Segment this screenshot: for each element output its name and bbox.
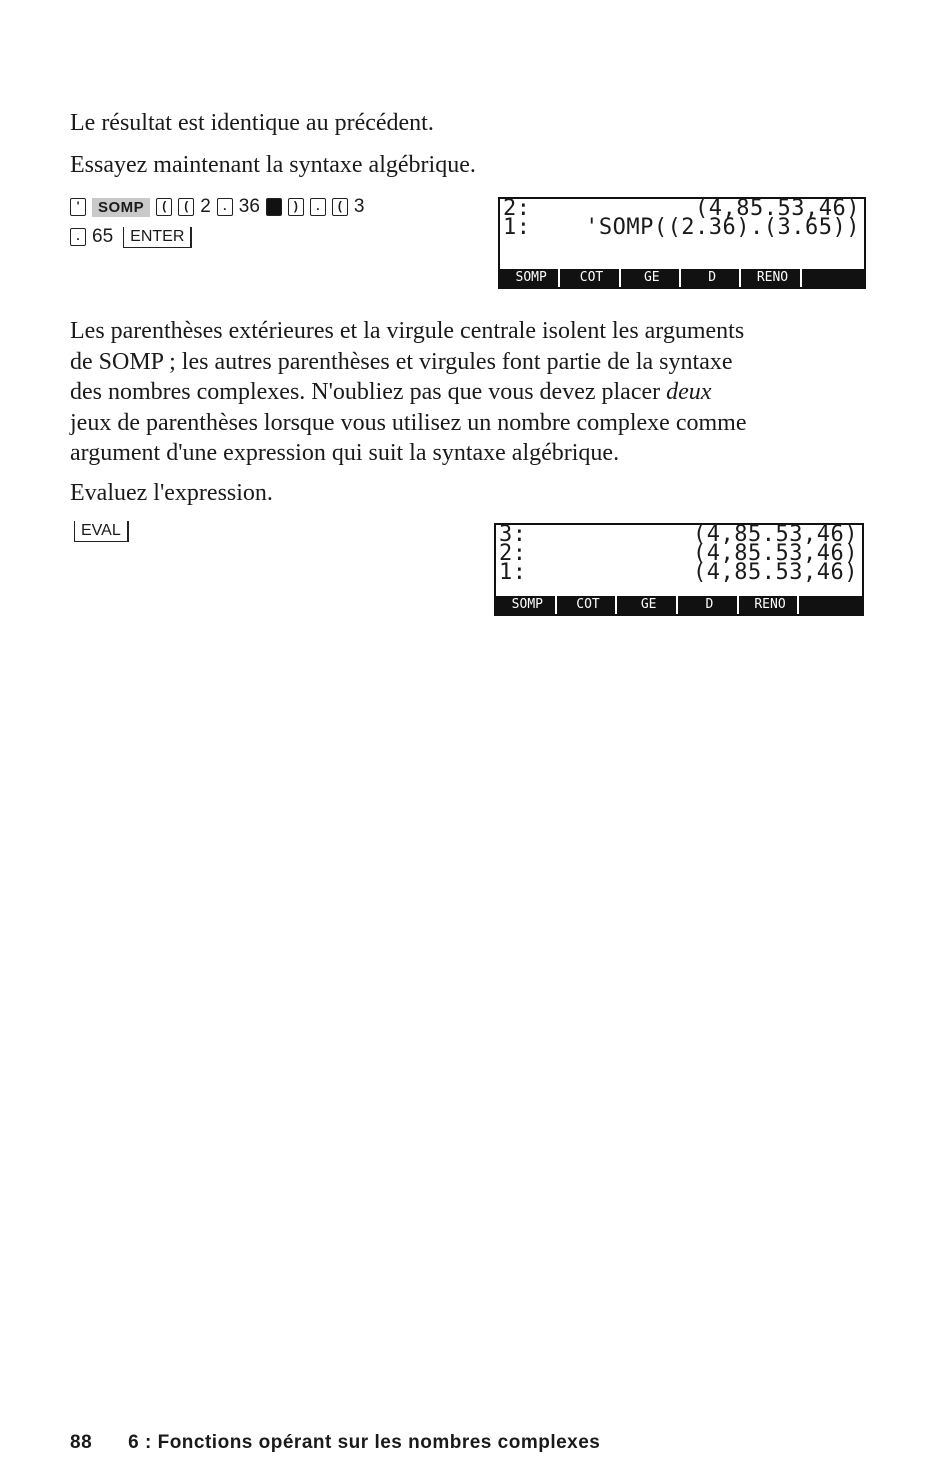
paragraph-line: argument d'une expression qui suit la syntaxe algébrique.	[70, 440, 620, 466]
softkey-label: D	[682, 596, 739, 614]
softkey-label	[806, 269, 860, 287]
emphasis-deux: deux	[666, 379, 712, 405]
calculator-key: (	[156, 198, 172, 216]
keystroke-digits: 65	[92, 226, 114, 247]
calculator-screen-1	[498, 197, 866, 289]
stack-value: (4,85.53,46)	[693, 541, 858, 566]
stack-level-number: 2:	[499, 541, 527, 566]
page-number: 88	[70, 1432, 93, 1453]
calculator-key: (	[178, 198, 194, 216]
chapter-title: 6 : Fonctions opérant sur les nombres complexes	[128, 1432, 601, 1453]
softkey-label: RENO	[745, 269, 801, 287]
stack-value: 'SOMP((2.36).(3.65))	[585, 215, 860, 240]
stack-value: (4,85.53,46)	[693, 522, 858, 547]
softkey-label: COT	[561, 596, 618, 614]
softkey-label	[803, 596, 858, 614]
keystroke-row-1	[70, 516, 129, 546]
body-line-evaluate: Evaluez l'expression.	[70, 480, 273, 506]
stack-level-number: 3:	[499, 522, 527, 547]
softkey-label: COT	[564, 269, 620, 287]
body-line-try: Essayez maintenant la syntaxe algébrique.	[70, 152, 476, 178]
paragraph-line: des nombres complexes. N'oubliez pas que vous devez placer deux	[70, 379, 712, 405]
stack-value: (4,85.53,46)	[695, 196, 860, 221]
explanation-paragraph	[70, 316, 870, 469]
keystroke-sequence-2	[70, 516, 129, 546]
softkey-menu-bar	[496, 596, 862, 614]
command-key: ENTER	[123, 227, 192, 248]
stack-level-number: 2:	[503, 196, 531, 221]
calculator-key: .	[310, 198, 326, 216]
softkey-menu-bar	[500, 269, 864, 287]
keystroke-row-2	[70, 222, 364, 252]
keystroke-sequence-1	[70, 192, 364, 252]
softkey-label: SOMP	[500, 596, 557, 614]
calculator-key: '	[70, 198, 86, 216]
calculator-key: )	[288, 198, 304, 216]
keystroke-digits: 3	[353, 196, 365, 217]
command-key: EVAL	[74, 521, 129, 542]
keystroke-digits: 36	[238, 196, 260, 217]
keystroke-digits: 2	[200, 196, 211, 217]
paragraph-line: jeux de parenthèses lorsque vous utilisez un nombre complexe comme	[70, 409, 747, 436]
calculator-screen-2	[494, 523, 864, 616]
calculator-key: .	[217, 198, 233, 216]
calculator-key: .	[70, 228, 86, 246]
menu-key-label: SOMP	[92, 198, 150, 217]
softkey-label: GE	[621, 596, 678, 614]
paragraph-line: de SOMP ; les autres parenthèses et virgules font partie de la syntaxe	[70, 348, 733, 375]
body-line-result: Le résultat est identique au précédent.	[70, 110, 434, 136]
page-footer	[70, 1432, 600, 1454]
softkey-label: SOMP	[504, 269, 560, 287]
stack-level-number: 1:	[499, 560, 527, 585]
paragraph-line: Les parenthèses extérieures et la virgule centrale isolent les arguments	[70, 318, 745, 344]
stack-level	[500, 215, 864, 240]
shift-key	[266, 198, 282, 216]
stack-level-number: 1:	[503, 215, 531, 240]
stack-level	[496, 560, 862, 585]
softkey-label: RENO	[743, 596, 800, 614]
keystroke-row-1	[70, 192, 364, 222]
stack-value: (4,85.53,46)	[693, 560, 858, 585]
softkey-label: GE	[625, 269, 681, 287]
calculator-key: (	[332, 198, 348, 216]
softkey-label: D	[685, 269, 741, 287]
